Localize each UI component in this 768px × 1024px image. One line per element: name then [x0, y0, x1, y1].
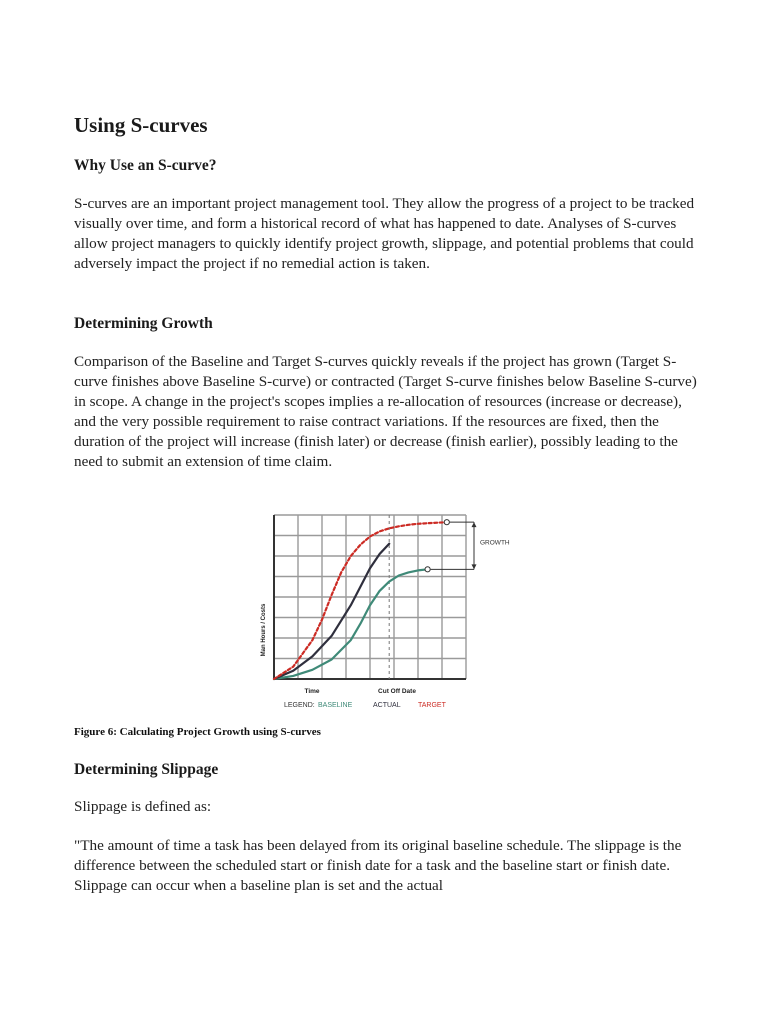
legend-item-baseline: BASELINE	[318, 702, 353, 709]
section-heading-why: Why Use an S-curve?	[74, 157, 217, 174]
section-heading-growth: Determining Growth	[74, 315, 213, 332]
section-heading-slippage: Determining Slippage	[74, 761, 219, 778]
series-end-marker-target	[444, 520, 449, 525]
y-axis-label: Man Hours / Costs	[261, 603, 267, 657]
paragraph-why: S-curves are an important project management tool. They allow the progress of a project to be tracked visually over time, and form a historical record of what has happened to date. Analyses of S-curves allow project managers to quickly identify project growth, slippage, and potential problems that could adversely impact the project if no remedial action is taken.	[74, 195, 695, 272]
x-axis-label: Time	[304, 688, 320, 695]
legend-item-target: TARGET	[418, 702, 446, 709]
paragraph-growth: Comparison of the Baseline and Target S-curves quickly reveals if the project has grown (Target S-curve finishes above Baseline S-curve) or contracted (Target S-curve finishes below Baseline S-curve) in scope. A change in the project's scopes implies a re-allocation of resources (increase or decrease), and the very possible requirement to raise contract variations. If the resources are fixed, then the duration of the project will increase (finish later) or decrease (finish earlier), possibly leading to the need to submit an extension of time claim.	[74, 353, 697, 470]
s-curve-figure	[256, 505, 516, 713]
paragraph-slippage-quote: "The amount of time a task has been delayed from its original baseline schedule. The slippage is the difference between the scheduled start or finish date for a task and the baseline start or finish date. Slippage can occur when a baseline plan is set and the actual	[74, 837, 682, 894]
cutoff-date-label: Cut Off Date	[378, 688, 416, 695]
paragraph-slippage-intro: Slippage is defined as:	[74, 798, 212, 815]
page-title: Using S-curves	[74, 113, 208, 137]
legend-item-actual: ACTUAL	[373, 702, 401, 709]
s-curve-chart	[256, 505, 516, 713]
series-end-marker-baseline	[425, 567, 430, 572]
figure-caption: Figure 6: Calculating Project Growth using S-curves	[74, 726, 321, 738]
legend-title: LEGEND:	[284, 702, 315, 709]
chart-background	[256, 505, 516, 713]
growth-label: GROWTH	[480, 539, 510, 547]
